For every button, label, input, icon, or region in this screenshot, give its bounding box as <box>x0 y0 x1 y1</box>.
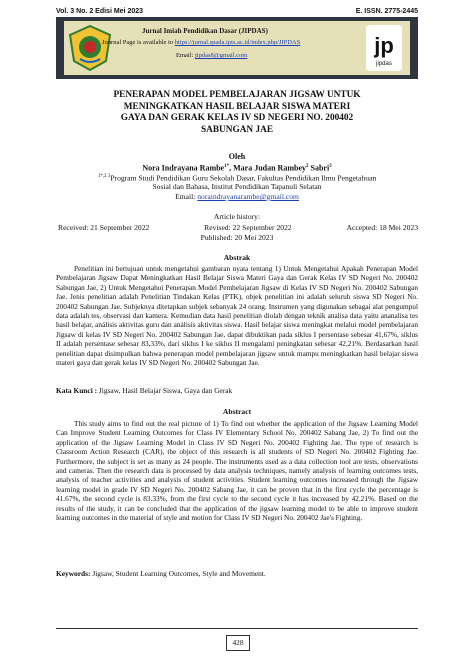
author-names: Nora Indrayana Rambe$^{1*}$, Mara Judan Rambey$^2$ Sabri$^3$ <box>142 163 332 173</box>
keywords-text: Jigsaw, Student Learning Outcomes, Style and Movement. <box>92 569 266 578</box>
jipdas-logo-icon <box>364 23 404 73</box>
article-history-row <box>58 223 418 232</box>
jipdas-logo-text: jipdas <box>376 61 392 67</box>
kata-kunci-line <box>56 386 418 395</box>
author-email-line <box>40 192 434 202</box>
abstrak-heading: Abstrak <box>223 253 251 262</box>
oleh-label: Oleh <box>228 152 246 161</box>
title-line: SABUNGAN JAE <box>200 124 274 135</box>
keywords-label: Keywords: <box>56 569 93 578</box>
journal-name: Jurnal Imiah Pendidikan Dasar (JIPDAS) <box>142 27 268 35</box>
affiliation-line-2: Sosial dan Bahasa, Institut Pendidikan Tapanuli Selatan <box>152 182 322 191</box>
volume-label: Vol. 3 No. 2 Edisi Mei 2023 <box>56 8 144 15</box>
article-title <box>60 90 414 136</box>
affiliation-sup: 1*,2 3 <box>97 174 111 179</box>
page-number: 428 <box>226 635 250 651</box>
abstract-text: This study aims to find out the real picture of 1) To find out whether the application of the Jigsaw Learning Model Can Improve Student Learning Outcomes for Class IV Elementary School No. 200402 Sabang Jae, 2) To find out the application of the Jigsaw Learning Model in Class IV SD Negeri No. 200402 Fighting Jae. The type of research is Classroom Action Research (CAR), the object of this research is all students of SD Negeri No. 200402 Fighting Jae. Furthermore, the subject is set as many as 24 people. The instruments used as a data collection tool are tests, observations and cameras. Then the research data is processed by data analysis techniques, namely analysis of learning outcomes tests, analysis of teacher activities and analysis of student activities. Student learning outcomes increased through the Jigsaw learning model in grade IV SD Negeri No. 200402 Sabang Jae, it can be proven that in the first cycle the percentage is 41.67%, the second cycle is 83.33%, from the first cycle to the second cycle it has increased by 42.21%. Based on the results of the study, it can be concluded that the application of the jigsaw learning model to be able to improve student learning outcomes in the material of style and motion for Class IV SD Negeri No. 200402 Jae's Fighting. <box>56 419 418 523</box>
journal-url-line <box>102 39 300 46</box>
footer-rule <box>56 628 418 629</box>
running-header <box>56 8 418 15</box>
affiliation-line-1: Program Studi Pendidikan Guru Sekolah Dasar, Fakultas Pendidikan Ilmu Pengetahuan <box>110 173 377 183</box>
abstrak-text: Penelitian ini bertujuan untuk mengetahui gambaran nyata tentang 1) Untuk Mengetahui Apakah Penerapan Model Pembelajaran Jigsaw Dapat Meningkatkan Hasil Belajar Siswa Materi Gaya dan Gerak Kelas IV SD Negeri No. 200402 Sabungan Jae, 2) Untuk Mengetahui Penerapan Model Pembelajaran Jigsaw di Kelas IV SD Negeri No. 200402 Sabungan Jae. Jenis penelitian adalah Penelitian Tindakan Kelas (PTK), objek penelitian ini adalah seluruh siswa SD Negeri No. 200402 Sabungan Jae. Subjeknya ditetapkan subjek sebanyak 24 orang. Instrumen yang digunakan sebagai alat pengumpul data adalah tes, observasi dan kamera. Kemudian data hasil penelitian diolah dengan teknik analisa data yaitu ananalisa tes hasil belajar, análisis aktivitas guru dan análisis aktivitas siswa. Hasil belajar siswa meningkat melalui model pembelajaran Jigsaw di kelas IV SD Negeri No. 200402 Sabungan Jae, dapat dibuktikan pada siklus I persentase sebesar 41,67%, siklus II adalah persentase sebesar 83,33%, dari siklus I ke siklus II mengalami peningkatan sebesar 42,21%. Berdasarkan hasil penelitian dapat disimpulkan bahwa penerapan model pembelajaran jigsaw untuk mampu meningkatkan hasil belajar siswa materi gaya dan gerak kelas IV SD Negeri No. 200402 Sabungan Jae. <box>56 264 418 368</box>
journal-email-line <box>176 52 247 59</box>
kata-kunci-label: Kata Kunci : <box>56 386 99 395</box>
abstrak-body <box>56 264 418 367</box>
revised-date: Revised: 22 September 2022 <box>204 223 292 232</box>
journal-url-link[interactable]: https://jurnal.spada.ipts.ac.id/index.php/JIPDAS <box>174 39 301 46</box>
kata-kunci-text: Jigsaw, Hasil Belajar Siswa, Gaya dan Gerak <box>98 386 233 395</box>
title-line: GAYA DAN GERAK KELAS IV SD NEGERI NO. 200402 <box>120 113 354 123</box>
journal-banner-inner <box>64 21 410 75</box>
journal-email-prefix: Email: <box>176 52 195 59</box>
university-logo-icon <box>66 23 114 73</box>
journal-email-link[interactable]: jipdas8@gmail.com <box>194 52 248 59</box>
title-line: PENERAPAN MODEL PEMBELAJARAN JIGSAW UNTUK <box>113 90 361 100</box>
title-line: MENINGKATKAN HASIL BELAJAR SISWA MATERI <box>123 101 351 112</box>
published-date: Published: 20 Mei 2023 <box>200 233 274 242</box>
svg-text:jp: jp <box>374 33 394 58</box>
received-date: Received: 21 September 2022 <box>58 223 150 232</box>
accepted-date: Accepted: 18 Mei 2023 <box>346 223 418 232</box>
journal-banner <box>56 17 418 79</box>
journal-url-prefix: Journal Page is available to <box>102 39 175 46</box>
author-email-link[interactable]: noraindrayanarambe@gmail.com <box>197 192 299 201</box>
article-history-label: Article history: <box>213 212 261 221</box>
abstract-heading: Abstract <box>222 407 252 416</box>
abstract-body <box>56 419 418 522</box>
keywords-line <box>56 569 418 578</box>
issn-label: E. ISSN. 2775-2445 <box>355 8 418 15</box>
author-email-label: Email: <box>175 192 198 201</box>
